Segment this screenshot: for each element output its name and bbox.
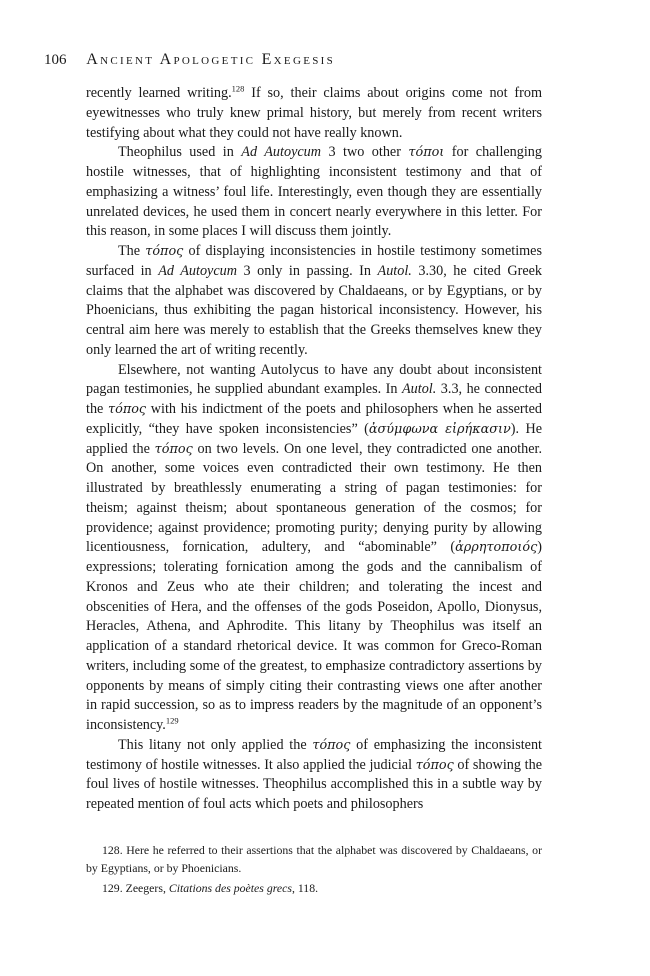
text-run: Elsewhere, not wanting Autolycus to have any doubt about inconsistent pagan testimonies, he supplied abundant examples. In [86,361,542,398]
greek-term: τόπος [108,402,147,417]
greek-term: τόποι [408,145,445,161]
greek-term: ἀρρητοποιός [455,540,538,556]
text-run: The [118,243,146,259]
italic-title: Ad Autoycum [241,144,321,161]
footnote-number: 128. [102,843,123,857]
italic-title: Ad Autoycum [158,262,237,279]
greek-term: τόπος [145,244,184,259]
text-run: of emphasizing the inconsistent testimony of hostile witnesses. It also applied the judicial [86,736,542,773]
paragraph-4 [86,361,542,736]
text-run: with his indictment of the poets and philosophers when he asserted explicitly, “they have spoken inconsistencies” ( [86,401,542,437]
text-run: of displaying inconsistencies in hostile testimony sometimes surfaced in [86,243,542,279]
paragraph-3 [86,242,542,361]
footnote-text: Here he referred to their assertions that the alphabet was discovered by Chaldaeans, or by Egyptians, or by Phoenicians. [86,843,542,875]
paragraph-2 [86,143,542,242]
paragraph-1 [86,84,542,143]
running-title: Ancient Apologetic Exegesis [86,51,336,68]
text-run: 3.3, he connected the [86,381,542,417]
greek-term: τόπος [415,757,454,773]
footnote-text: Zeegers, [125,881,169,895]
text-run: Theophilus used in [118,144,242,161]
footnote-text: , 118. [291,881,319,895]
text-run: ) expressions; tolerating fornication among the gods and the cannibalism of Kronos and Zeus who ate their children; and tolerating the incest and obscenities of Hera, and the offenses of the gods Poseidon, Apollo, Dionysus, Heracles, Athena, and Aphrodite. This litany by Theophilus was itself an application of a standard rhetorical device. It was common for Greco-Roman writers, including some of the greatest, to emphasize contradictory assertions by opponents by means of simply citing their contrasting views one after another in rapid succession, so as to impress readers by the magnitude of an opponent’s inconsistency. [86,539,542,733]
text-run: 3 only in passing. In [236,262,378,279]
text-run: 3 two other [321,144,409,161]
italic-title: Autol. [402,381,437,398]
text-run: recently learned writing. [86,85,232,101]
text-run: on two levels. On one level, they contradicted one another. On another, some voices even contradicted their own testimony. He then illustrated by breathlessly enumerating a string of pagan testimonies: for theism; against theism; about spontaneous generation of the cosmos; for providence; against providence; promoting purity; denying purity by allowing licentiousness, fornication, adultery, and “abominable” ( [86,440,542,556]
footnotes [86,842,542,901]
greek-term: ἀσύμφωνα εἰρήκασιν [368,421,511,437]
footnote-ref-128[interactable]: 128 [231,83,245,94]
page-number: 106 [44,52,67,68]
greek-term: τόπος [312,737,351,753]
paragraph-5 [86,736,542,815]
text-run: This litany not only applied the [118,736,313,753]
running-header [44,50,335,70]
footnote-128 [86,842,542,877]
footnote-ref-129[interactable]: 129 [165,715,179,726]
text-run: for challenging hostile witnesses, that of highlighting inconsistent testimony and that of emphasizing a witness’ foul life. Interestingly, even though they are essentially unrelated devices, he used them in concert nearly everywhere in this letter. For this reason, in some places I will discuss them jointly. [86,144,542,240]
italic-title: Citations des poètes grecs [168,881,292,895]
italic-title: Autol. [377,262,412,279]
body-text [86,84,542,815]
text-run: 3.30, he cited Greek claims that the alphabet was discovered by Chaldaeans, or by Egyptians, or by Phoenicians, thus exhibiting the pagan historical inconsistency. However, his central aim here was merely to establish that the Greeks themselves knew they only learned the art of writing recently. [86,262,543,358]
greek-term: τόπος [154,441,193,457]
text-run: ). He applied the [86,420,542,457]
footnote-129 [86,880,542,898]
text-run: If so, their claims about origins come not from eyewitnesses who truly knew primal history, but merely from recent writers testifying about what they could not have really known. [86,85,542,141]
footnote-number: 129. [102,881,123,895]
text-run: of showing the foul lives of hostile witnesses. Theophilus accomplished this in a subtle way by repeated mention of foul acts which poets and philosophers [86,756,542,812]
